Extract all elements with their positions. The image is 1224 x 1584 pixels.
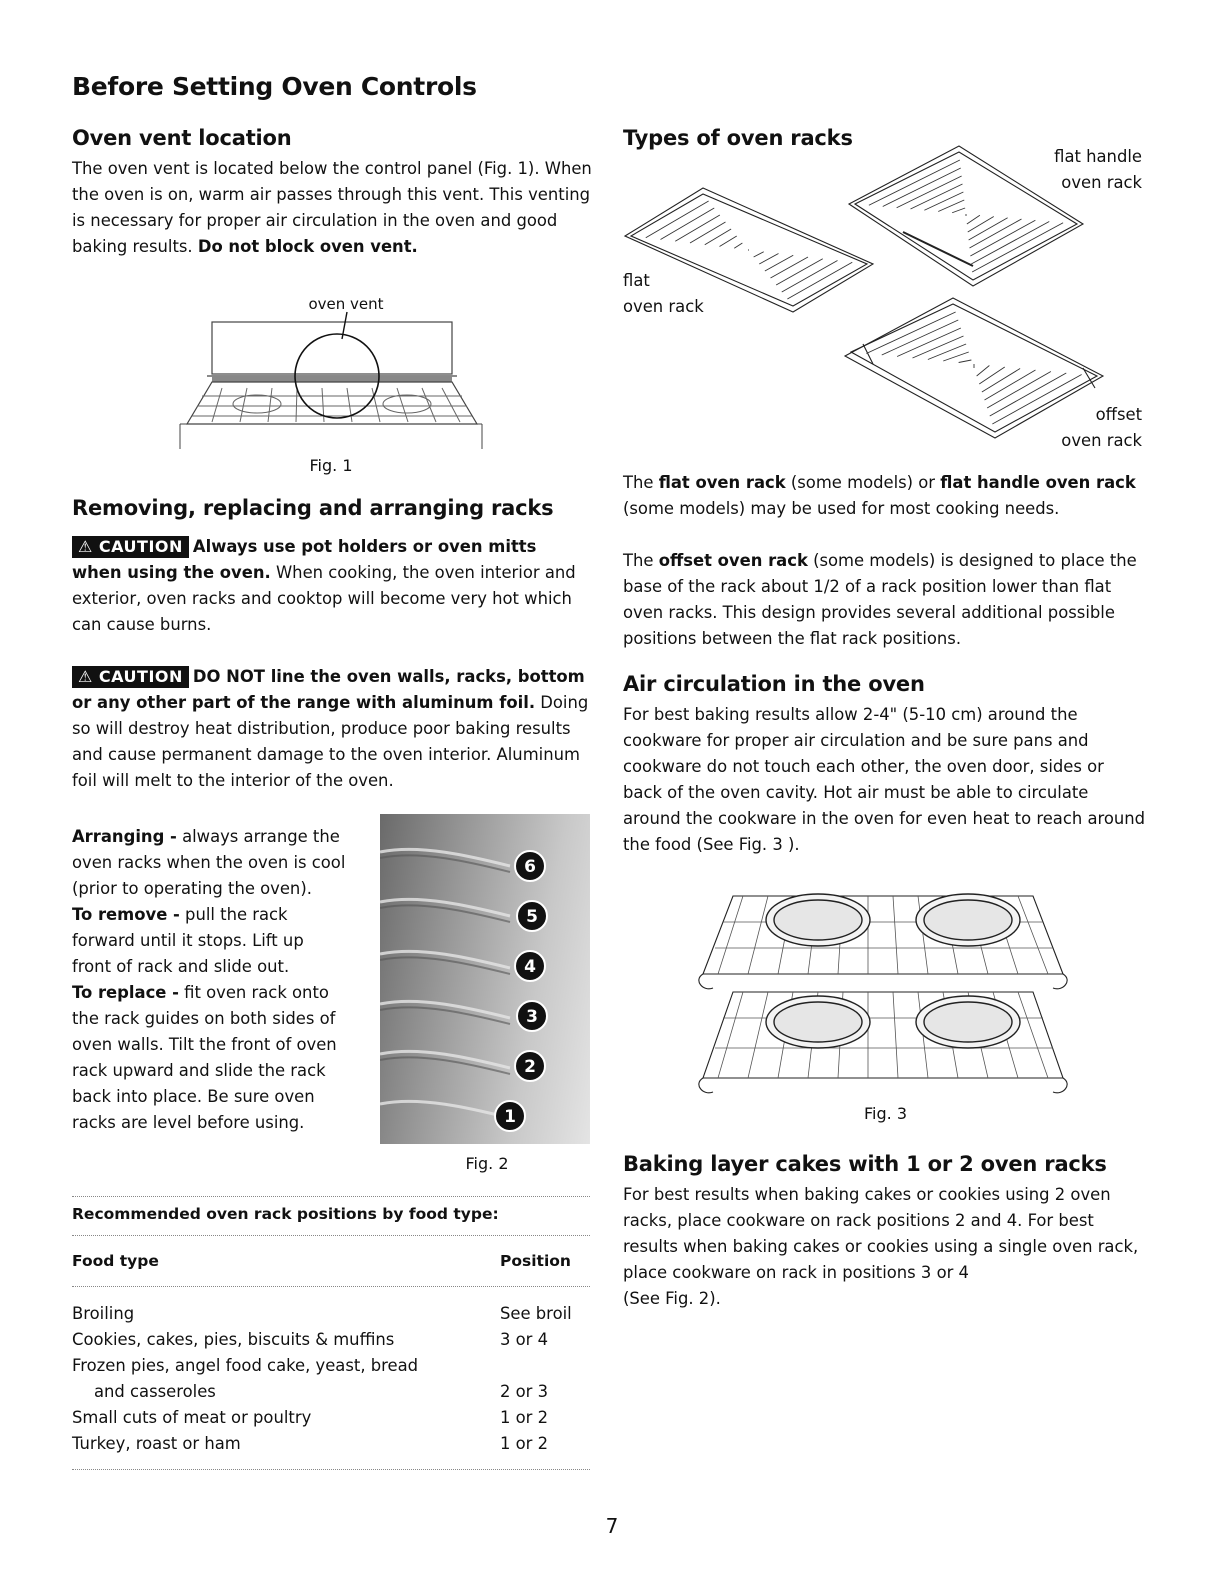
racks-heading: Removing, replacing and arranging racks [72,496,554,520]
air-heading: Air circulation in the oven [623,672,925,696]
label-flat-handle [1054,144,1142,196]
arranging-instructions [72,824,347,1136]
food-cell: and casseroles [94,1382,216,1401]
table-rule [72,1235,590,1236]
position-cell: 1 or 2 [500,1434,549,1453]
rack-wire [675,215,720,241]
vent-heading: Oven vent location [72,126,292,150]
baking-paragraph [623,1182,1148,1312]
left-column [72,126,590,1470]
label-flat-line1: flat [623,271,650,290]
food-cell: Small cuts of meat or poultry [72,1408,312,1427]
page-number: 7 [605,1514,619,1538]
rack-position-number: 6 [524,857,536,877]
arranging-label: Arranging - [72,827,177,846]
vent-paragraph [72,156,592,260]
remove-text: pull the rack forward until it stops. Lift up front of rack and slide out. [72,905,304,976]
rack-position-number: 2 [524,1057,536,1077]
position-cell: 2 or 3 [500,1382,549,1401]
rack-wire [971,222,1049,265]
fig3-illustration [623,882,1148,1132]
label-flat [623,268,704,320]
rack-wire [782,261,838,293]
rack-wire [787,262,852,299]
rack-table-title: Recommended oven rack positions by food type: [72,1205,499,1223]
food-cell: Cookies, cakes, pies, biscuits & muffins [72,1330,395,1349]
baking-text-ref: (See Fig. 2). [623,1289,721,1308]
right-column [623,126,1148,1312]
table-row [72,1327,590,1353]
caution-2-text: Doing so will destroy heat distribution, produce poor baking results and cause permanent damage to the oven interior. Aluminum foil will melt to the interior of the oven. [72,693,589,790]
rack-position-number: 4 [524,957,536,977]
rack-wire [977,366,990,377]
rack-wire [897,328,961,357]
table-row [72,1301,590,1327]
rack-wire [987,372,1051,409]
rack-wire [776,259,823,285]
text: (some models) may be used for most cooking needs. [623,499,1060,518]
position-cell [500,1353,590,1379]
label-flat-handle-line1: flat handle [1054,147,1142,166]
caution-1-text: When cooking, the oven interior and exterior, oven racks and cooktop will become very hot which can cause burns. [72,563,576,634]
fig1-illustration [72,284,590,484]
text: (some models) is designed to place the base of the rack about 1/2 of a rack position lower than flat oven racks. This design provides several additional possible positions between the flat rack positions. [623,551,1137,648]
food-cell: Turkey, roast or ham [72,1434,241,1453]
rack-positions-body [72,1301,590,1457]
arranging-text: always arrange the oven racks when the oven is cool (prior to operating the oven). [72,827,346,898]
rack-wire [952,208,965,213]
rack-wire [990,373,1067,416]
oven-vent-label: oven vent [308,295,384,313]
rack-wire [943,352,969,361]
rack-wire [982,369,1020,393]
rack-wire [970,219,1022,248]
caution-badge-1 [72,536,189,558]
replace-label: To replace - [72,983,179,1002]
page-title: Before Setting Oven Controls [72,72,477,101]
flat-handle-oven-rack-term: flat handle oven rack [940,473,1136,492]
rack-wire [928,344,966,360]
caution-2-bold: DO NOT line the oven walls, racks, bottom or any other part of the range with aluminum foil. [72,667,585,712]
text: (some models) or [790,473,936,492]
fig2-photo [380,814,590,1144]
rack-wire [866,312,955,354]
rack-wire [661,208,715,240]
range-vent-drawing [72,284,590,484]
table-header-row [72,1248,590,1274]
food-cell: Broiling [72,1304,135,1323]
rack-wire [970,220,1035,256]
label-flat-line2: oven rack [623,297,704,316]
rack-wire [765,255,793,271]
rack-positions-drawing [380,814,590,1144]
caution-2 [72,664,590,794]
rack-position-number: 5 [526,907,538,927]
rack-wire [646,201,709,238]
rack-wire [690,222,726,243]
rack-wire [967,215,980,224]
air-paragraph: For best baking results allow 2-4" (5-10 cm) around the cookware for proper air circulation and be sure pans and cookware do not touch each other, the oven door, sides or back of the oven cavity. Hot air must be able to circulate around the cookware in the oven for even heat to reach around the food (See Fig. 3 ). [623,705,1146,854]
table-row [72,1353,590,1379]
vent-text: The oven vent is located below the control panel (Fig. 1). When the oven is on, warm air passes through this vent. This venting is necessary for proper air circulation in the oven and good baking results. [72,159,592,256]
remove-label: To remove - [72,905,180,924]
rack-wire [924,192,963,210]
fig3-caption: Fig. 3 [864,1104,907,1123]
rack-position-number: 3 [526,1007,538,1027]
rack-wire [720,236,737,247]
offset-oven-rack-term: offset oven rack [658,551,808,570]
rack-wire [979,367,1005,384]
rack-wire [705,229,731,245]
caution-label: CAUTION [98,537,183,556]
label-offset [1061,402,1142,454]
pans-on-racks-drawing [623,882,1148,1112]
text: The [623,551,654,570]
rack-wire [969,218,1008,240]
fig2-caption: Fig. 2 [465,1154,509,1173]
label-offset-line1: offset [1095,405,1142,424]
food-cell: Frozen pies, angel food cake, yeast, bread [72,1356,419,1375]
caution-1 [72,534,590,638]
position-cell: 1 or 2 [500,1408,549,1427]
flat-oven-rack-term: flat oven rack [658,473,786,492]
label-flat-handle-line2: oven rack [1061,173,1142,192]
rack-types-heading: Types of oven racks [623,126,853,150]
arranging-section [72,824,590,1204]
baking-text: For best results when baking cakes or cookies using 2 oven racks, place cookware on rack positions 2 and 4. For best results when baking cakes or cookies using a single oven rack, place cookware on rack in positions 3 or 4 [623,1185,1139,1282]
rack-types-figure [623,116,1148,450]
position-cell: 3 or 4 [500,1330,549,1349]
replace-text: fit oven rack onto the rack guides on both sides of oven walls. Tilt the front of oven rack upward and slide the rack back into place. Be sure oven racks are level before using. [72,983,337,1132]
caution-label: CAUTION [98,667,183,686]
rack-wire [882,320,959,355]
rack-wire [897,176,962,208]
vent-warning: Do not block oven vent. [197,237,418,256]
warning-icon: ⚠ [78,537,93,556]
text: The [623,473,654,492]
rack-wire [913,336,964,358]
table-row [72,1405,590,1431]
caution-1-bold: Always use pot holders or oven mitts when using the oven. [72,537,537,582]
rack-wire [734,243,742,248]
caution-badge-2 [72,666,189,688]
warning-icon: ⚠ [78,667,93,686]
col-header-position: Position [500,1252,571,1270]
col-header-food: Food type [72,1252,159,1270]
rack-positions-table [72,1248,590,1274]
rack-types-paragraph-1 [623,470,1148,522]
rack-wire [869,160,960,205]
rack-types-paragraph-2 [623,548,1148,652]
rack-wire [759,254,778,265]
table-row [72,1431,590,1457]
rack-wire [959,360,972,363]
baking-heading: Baking layer cakes with 1 or 2 oven racks [623,1152,1107,1176]
rack-wire [771,257,809,278]
label-offset-line2: oven rack [1061,431,1142,450]
rack-position-number: 1 [504,1107,516,1127]
table-header-rule [72,1286,590,1287]
rack-wire [883,168,961,207]
position-cell: See broil [500,1304,572,1323]
rack-wire [754,252,764,257]
table-bottom-rule [72,1469,590,1470]
rack-wire [968,217,994,233]
fig1-caption: Fig. 1 [309,456,353,475]
table-row [72,1379,590,1405]
